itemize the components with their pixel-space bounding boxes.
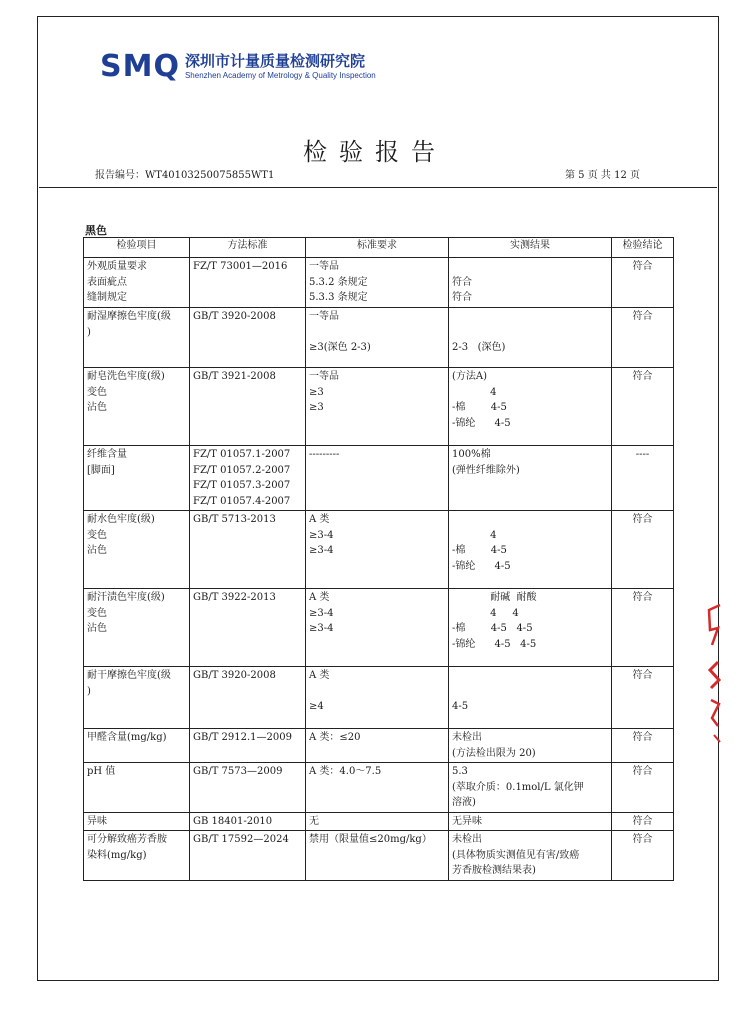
cell-line: 4: [452, 529, 497, 541]
cell-line: 符合: [632, 670, 653, 681]
cell-line: 禁用（限量值≤20mg/kg）: [309, 834, 432, 845]
table-row: [84, 763, 674, 813]
cell-line: -棉 4-5 4-5: [452, 623, 533, 634]
cell-line: ----: [635, 449, 650, 460]
cell-line: 耐水色牢度(级): [87, 514, 155, 525]
cell-result: [449, 667, 612, 729]
cell-line: 符合: [452, 276, 472, 288]
table-row: [84, 729, 674, 763]
cell-item: [84, 667, 190, 729]
page-number: 第 5 页 共 12 页: [565, 170, 640, 181]
cell-line: (具体物质实测值见有害/致癌: [452, 849, 580, 861]
cell-result: [449, 511, 612, 589]
cell-result: [449, 368, 612, 446]
cell-requirement: [306, 831, 449, 881]
cell-line: pH 值: [87, 766, 116, 777]
cell-requirement: [306, 446, 449, 511]
table-row: [84, 589, 674, 667]
cell-line: 符合: [632, 371, 653, 382]
cell-requirement: [306, 729, 449, 763]
cell-line: FZ/T 01057.3-2007: [193, 480, 291, 491]
cell-method: [190, 258, 306, 308]
cell-line: [309, 325, 445, 341]
cell-line: ≥3-4: [309, 607, 334, 619]
cell-line: GB/T 3922-2013: [193, 592, 276, 603]
cell-line: FZ/T 01057.1-2007: [193, 449, 291, 460]
cell-line: 无异味: [452, 815, 482, 827]
cell-line: [452, 309, 608, 325]
table-row: [84, 511, 674, 589]
cell-line: (方法A): [452, 371, 488, 382]
cell-line: 符合: [632, 514, 653, 525]
cell-item: [84, 589, 190, 667]
cell-line: 符合: [632, 261, 653, 272]
cell-line: 耐汗渍色牢度(级): [87, 592, 165, 603]
cell-line: 芳香胺检测结果表): [452, 865, 536, 876]
cell-line: 符合: [632, 815, 653, 827]
cell-line: ≥4: [309, 701, 324, 712]
cell-line: 甲醛含量(mg/kg): [87, 732, 167, 743]
cell-line: 符合: [632, 592, 653, 603]
cell-item: [84, 831, 190, 881]
cell-line: 沾色: [87, 545, 107, 556]
cell-line: ≥3(深色 2-3): [309, 342, 371, 353]
cell-line: 符合: [632, 766, 653, 777]
cell-line: 未检出: [452, 834, 482, 845]
cell-line: 耐干摩擦色牢度(级: [87, 670, 171, 681]
cell-method: [190, 368, 306, 446]
cell-line: ≥3: [309, 402, 324, 413]
cell-line: 沾色: [87, 402, 107, 413]
cell-line: ---------: [309, 449, 340, 460]
cell-line: ≥3-4: [309, 545, 334, 556]
cell-line: 变色: [87, 607, 107, 619]
cell-item: [84, 729, 190, 763]
table-header-row: [84, 238, 674, 258]
table-row: [84, 308, 674, 368]
table-row: [84, 258, 674, 308]
cell-line: 表面疵点: [87, 276, 127, 288]
cell-line: [脚面]: [87, 464, 115, 476]
cell-conclusion: [612, 729, 674, 763]
cell-result: [449, 729, 612, 763]
cell-item: [84, 812, 190, 831]
cell-result: [449, 446, 612, 511]
cell-line: 符合: [452, 292, 472, 303]
cell-line: GB/T 3921-2008: [193, 371, 276, 382]
cell-conclusion: [612, 446, 674, 511]
cell-line: 符合: [632, 732, 653, 743]
cell-line: ): [87, 326, 91, 338]
cell-line: -锦纶 4-5: [452, 560, 511, 572]
cell-method: [190, 812, 306, 831]
cell-requirement: [306, 308, 449, 368]
section-title: 黑色: [85, 224, 107, 237]
cell-line: A 类: [309, 514, 330, 525]
cell-line: A 类: [309, 670, 330, 681]
cell-line: 4 4: [452, 607, 519, 619]
cell-item: [84, 308, 190, 368]
cell-item: [84, 511, 190, 589]
cell-line: (方法检出限为 20): [452, 747, 536, 759]
cell-result: [449, 258, 612, 308]
cell-requirement: [306, 667, 449, 729]
cell-conclusion: [612, 763, 674, 813]
cell-method: [190, 308, 306, 368]
cell-conclusion: [612, 667, 674, 729]
table-row: [84, 831, 674, 881]
logo-chinese-name: 深圳市计量质量检测研究院: [184, 51, 365, 70]
header-result: 实测结果: [449, 238, 612, 258]
inspection-table: [83, 237, 674, 881]
cell-line: -棉 4-5: [452, 402, 507, 413]
logo-mark: SMQ: [100, 48, 180, 84]
cell-line: ≥3: [309, 386, 324, 398]
cell-line: 4: [452, 386, 497, 398]
cell-line: 100%棉: [452, 449, 491, 460]
red-seal-stamp: [706, 600, 722, 750]
header-item: 检验项目: [84, 238, 190, 258]
header-divider: [39, 187, 717, 188]
cell-conclusion: [612, 511, 674, 589]
cell-line: -锦纶 4-5: [452, 417, 511, 429]
cell-line: 未检出: [452, 732, 482, 743]
cell-line: -锦纶 4-5 4-5: [452, 638, 537, 650]
cell-item: [84, 763, 190, 813]
cell-requirement: [306, 511, 449, 589]
cell-method: [190, 446, 306, 511]
cell-line: ≥3-4: [309, 623, 334, 634]
cell-line: 耐碱 耐酸: [452, 592, 537, 603]
cell-line: 2-3 (深色): [452, 342, 506, 353]
cell-line: (弹性纤维除外): [452, 464, 520, 476]
cell-requirement: [306, 258, 449, 308]
cell-conclusion: [612, 258, 674, 308]
cell-line: 耐皂洗色牢度(级): [87, 371, 165, 382]
cell-line: 外观质量要求: [87, 261, 147, 272]
cell-method: [190, 589, 306, 667]
cell-line: ): [87, 685, 91, 697]
cell-line: FZ/T 01057.2-2007: [193, 464, 291, 476]
cell-line: 5.3.3 条规定: [309, 292, 368, 303]
cell-line: ≥3-4: [309, 529, 334, 541]
cell-method: [190, 667, 306, 729]
cell-result: [449, 589, 612, 667]
table-row: [84, 446, 674, 511]
cell-line: 5.3: [452, 766, 468, 777]
cell-line: GB/T 3920-2008: [193, 670, 276, 681]
header-method: 方法标准: [190, 238, 306, 258]
cell-line: [452, 668, 608, 684]
cell-line: 符合: [632, 834, 653, 845]
cell-line: GB/T 17592—2024: [193, 834, 289, 845]
table-row: [84, 812, 674, 831]
cell-line: GB/T 7573—2009: [193, 766, 283, 777]
cell-requirement: [306, 763, 449, 813]
cell-line: A 类：≤20: [309, 732, 361, 743]
cell-result: [449, 763, 612, 813]
cell-line: 符合: [632, 311, 653, 322]
cell-line: 缝制规定: [87, 292, 127, 303]
cell-line: [452, 325, 608, 341]
cell-line: 异味: [87, 815, 107, 827]
cell-line: 耐湿摩擦色牢度(级: [87, 311, 171, 322]
cell-line: 5.3.2 条规定: [309, 276, 368, 288]
cell-line: 无: [309, 815, 319, 827]
cell-line: 变色: [87, 529, 107, 541]
cell-result: [449, 831, 612, 881]
cell-conclusion: [612, 589, 674, 667]
cell-line: 4-5: [452, 701, 469, 712]
cell-line: GB/T 3920-2008: [193, 311, 276, 322]
header-conclusion: 检验结论: [612, 238, 674, 258]
cell-conclusion: [612, 368, 674, 446]
logo-english-name: Shenzhen Academy of Metrology & Quality Inspection: [184, 70, 376, 80]
cell-line: GB/T 2912.1—2009: [193, 732, 292, 743]
cell-line: 染料(mg/kg): [87, 849, 147, 861]
cell-line: 一等品: [309, 311, 339, 322]
cell-line: A 类：4.0～7.5: [309, 766, 382, 777]
cell-line: -棉 4-5: [452, 545, 507, 556]
cell-conclusion: [612, 812, 674, 831]
cell-line: FZ/T 01057.4-2007: [193, 495, 291, 507]
cell-method: [190, 511, 306, 589]
table-row: [84, 667, 674, 729]
cell-requirement: [306, 368, 449, 446]
cell-line: 沾色: [87, 623, 107, 634]
cell-line: GB/T 5713-2013: [193, 514, 276, 525]
header-requirement: 标准要求: [306, 238, 449, 258]
cell-line: (萃取介质：0.1mol/L 氯化钾: [452, 781, 584, 793]
cell-conclusion: [612, 308, 674, 368]
cell-method: [190, 831, 306, 881]
report-number: 报告编号：WT40103250075855WT1: [95, 170, 275, 181]
cell-requirement: [306, 812, 449, 831]
cell-line: 一等品: [309, 371, 339, 382]
cell-line: 纤维含量: [87, 449, 127, 460]
cell-line: [452, 684, 608, 700]
report-title: 检验报告: [303, 138, 447, 166]
cell-line: 溶液): [452, 797, 476, 808]
cell-item: [84, 446, 190, 511]
cell-method: [190, 763, 306, 813]
cell-line: [452, 259, 608, 275]
cell-line: 可分解致癌芳香胺: [87, 834, 167, 845]
cell-line: A 类: [309, 592, 330, 603]
institute-logo: [100, 46, 376, 86]
cell-method: [190, 729, 306, 763]
cell-line: [452, 512, 608, 528]
cell-line: FZ/T 73001—2016: [193, 261, 288, 272]
cell-requirement: [306, 589, 449, 667]
cell-conclusion: [612, 831, 674, 881]
cell-item: [84, 368, 190, 446]
cell-result: [449, 308, 612, 368]
table-row: [84, 368, 674, 446]
cell-line: GB 18401-2010: [193, 815, 273, 827]
cell-line: [309, 684, 445, 700]
cell-line: 一等品: [309, 261, 339, 272]
cell-result: [449, 812, 612, 831]
cell-line: 变色: [87, 386, 107, 398]
cell-item: [84, 258, 190, 308]
